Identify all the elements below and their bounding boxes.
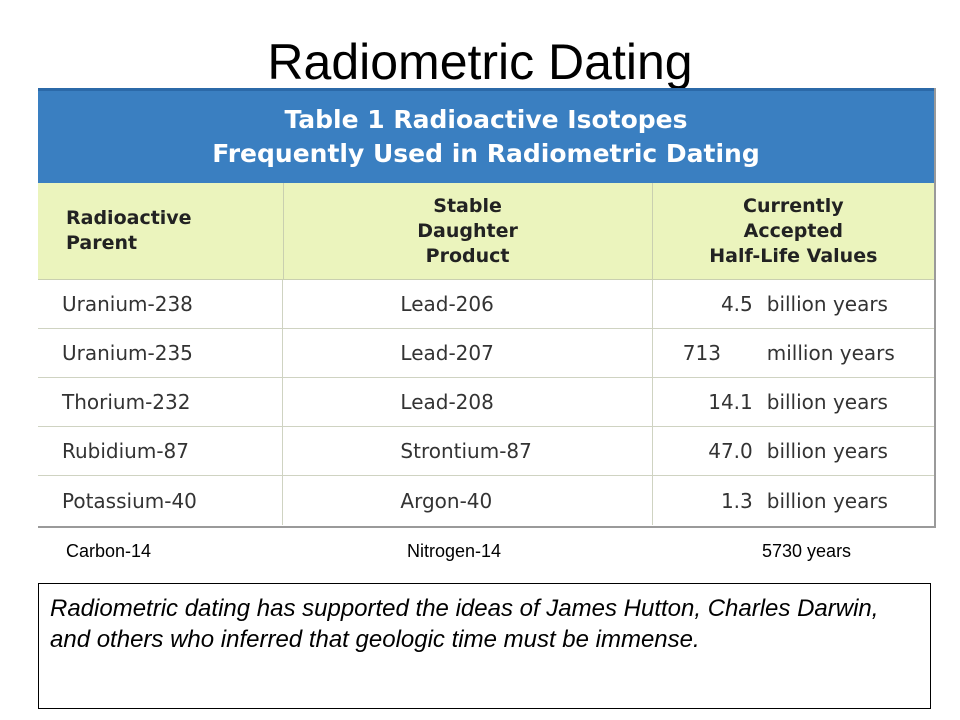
table-row [38, 427, 934, 476]
product-cell: Lead-207 [282, 329, 651, 377]
table-header-row [38, 183, 934, 280]
product-cell: Lead-208 [282, 378, 651, 426]
half-life-cell [652, 378, 934, 426]
parent-cell: Rubidium-87 [62, 439, 190, 463]
half-life-cell [652, 280, 934, 328]
half-life-unit: billion years [766, 292, 888, 316]
parent-cell: Potassium-40 [62, 488, 197, 513]
half-life-cell [652, 329, 934, 377]
table-caption-line-2: Frequently Used in Radiometric Dating [212, 139, 760, 168]
product-cell: Strontium-87 [282, 427, 651, 475]
product-cell: Argon-40 [282, 476, 651, 525]
half-life-value: 4.5 [720, 292, 753, 316]
table-row [38, 280, 934, 329]
header-radioactive-parent: Radioactive Parent [66, 207, 192, 254]
note-box: Radiometric dating has supported the ideas of James Hutton, Charles Darwin, and others who inferred that geologic time must be immense. [38, 583, 931, 709]
half-life-value: 14.1 [708, 390, 753, 414]
extra-half-life: 5730 years [762, 541, 852, 561]
half-life-unit: billion years [766, 488, 888, 513]
parent-cell: Thorium-232 [62, 390, 191, 414]
table-row [38, 378, 934, 427]
table-caption [38, 88, 934, 183]
half-life-unit: billion years [766, 439, 888, 463]
parent-cell: Uranium-235 [62, 341, 193, 365]
extra-product: Nitrogen-14 [407, 541, 502, 561]
half-life-value: 1.3 [720, 488, 753, 513]
extra-parent: Carbon-14 [66, 541, 152, 561]
product-cell: Lead-206 [282, 280, 651, 328]
isotope-table [38, 88, 936, 528]
parent-cell: Uranium-238 [62, 292, 193, 316]
table-row [38, 329, 934, 378]
half-life-value: 47.0 [708, 439, 753, 463]
half-life-unit: billion years [766, 390, 888, 414]
half-life-cell [652, 427, 934, 475]
table-row [38, 476, 934, 525]
half-life-unit: million years [766, 341, 895, 365]
table-caption-line-1: Table 1 Radioactive Isotopes [284, 105, 688, 134]
header-stable-daughter-product: Stable Daughter Product [283, 183, 652, 279]
half-life-value: 713 [682, 341, 721, 365]
half-life-cell [652, 476, 934, 525]
header-half-life-values: Currently Accepted Half-Life Values [652, 183, 934, 279]
carbon-14-row [0, 541, 960, 567]
slide-title: Radiometric Dating [267, 34, 693, 88]
